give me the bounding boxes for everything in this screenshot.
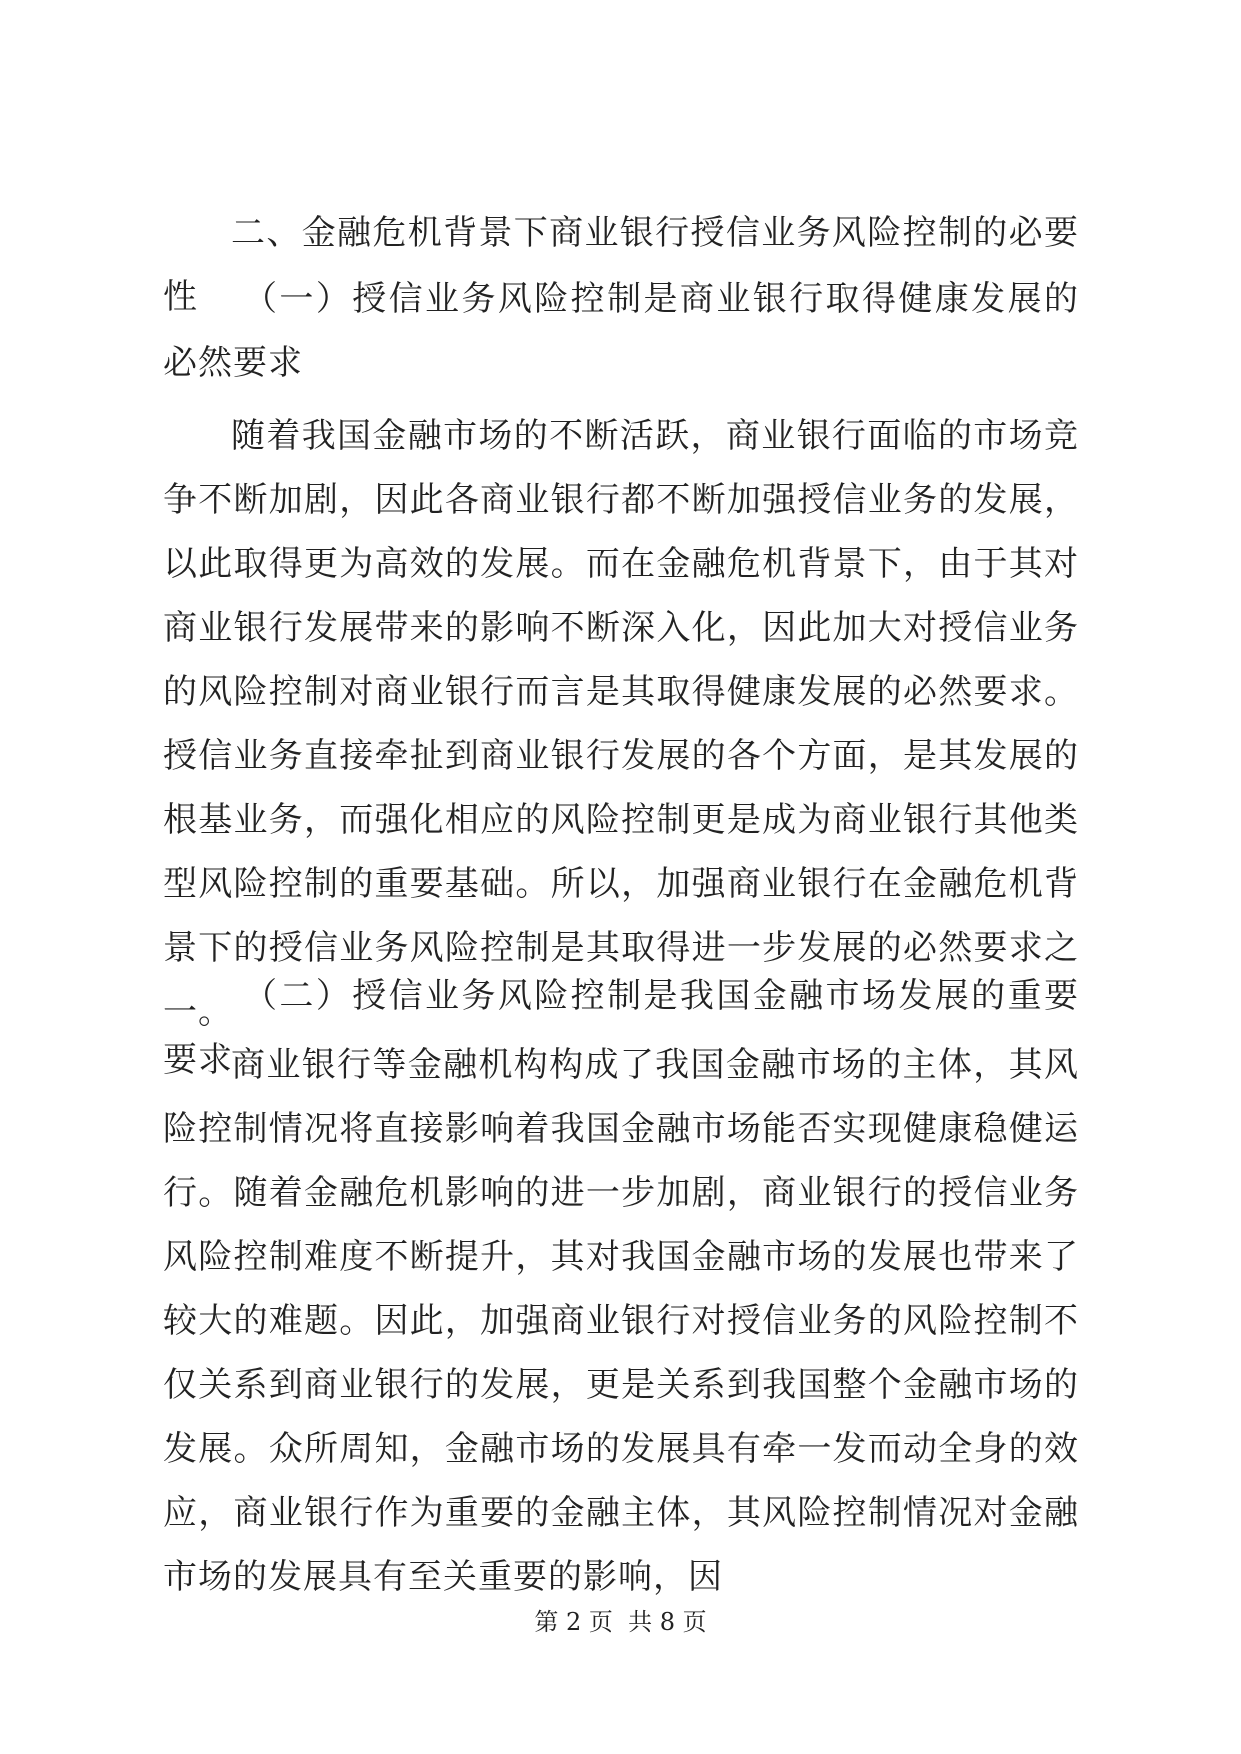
- subsection-2-heading: （二）授信业务风险控制是我国金融市场发展的重要要求: [163, 976, 1079, 1080]
- page-footer: [0, 1607, 1241, 1637]
- subsection-1-heading: （一）授信业务风险控制是商业银行取得健康发展的必然要求: [163, 279, 1079, 383]
- section-heading: 二、金融危机背景下商业银行授信业务风险控制的必要性: [163, 213, 1079, 317]
- subsection-2-paragraph: 商业银行等金融机构构成了我国金融市场的主体，其风险控制情况将直接影响着我国金融市场能否实现健康稳健运行。随着金融危机影响的进一步加剧，商业银行的授信业务风险控制难度不断提升，其对我国金融市场的发展也带来了较大的难题。因此，加强商业银行对授信业务的风险控制不仅关系到商业银行的发展，更是关系到我国整个金融市场的发展。众所周知，金融市场的发展具有牵一发而动全身的效应，商业银行作为重要的金融主体，其风险控制情况对金融市场的发展具有至关重要的影响，因: [163, 1045, 1079, 1597]
- subsection-1-paragraph: 随着我国金融市场的不断活跃，商业银行面临的市场竞争不断加剧，因此各商业银行都不断加强授信业务的发展，以此取得更为高效的发展。而在金融危机背景下，由于其对商业银行发展带来的影响不断深入化，因此加大对授信业务的风险控制对商业银行而言是其取得健康发展的必然要求。授信业务直接牵扯到商业银行发展的各个方面，是其发展的根基业务，而强化相应的风险控制更是成为商业银行其他类型风险控制的重要基础。所以，加强商业银行在金融危机背景下的授信业务风险控制是其取得进一步发展的必然要求之一。: [163, 416, 1079, 1032]
- page-number-label: 第 2 页 共 8 页: [534, 1608, 707, 1636]
